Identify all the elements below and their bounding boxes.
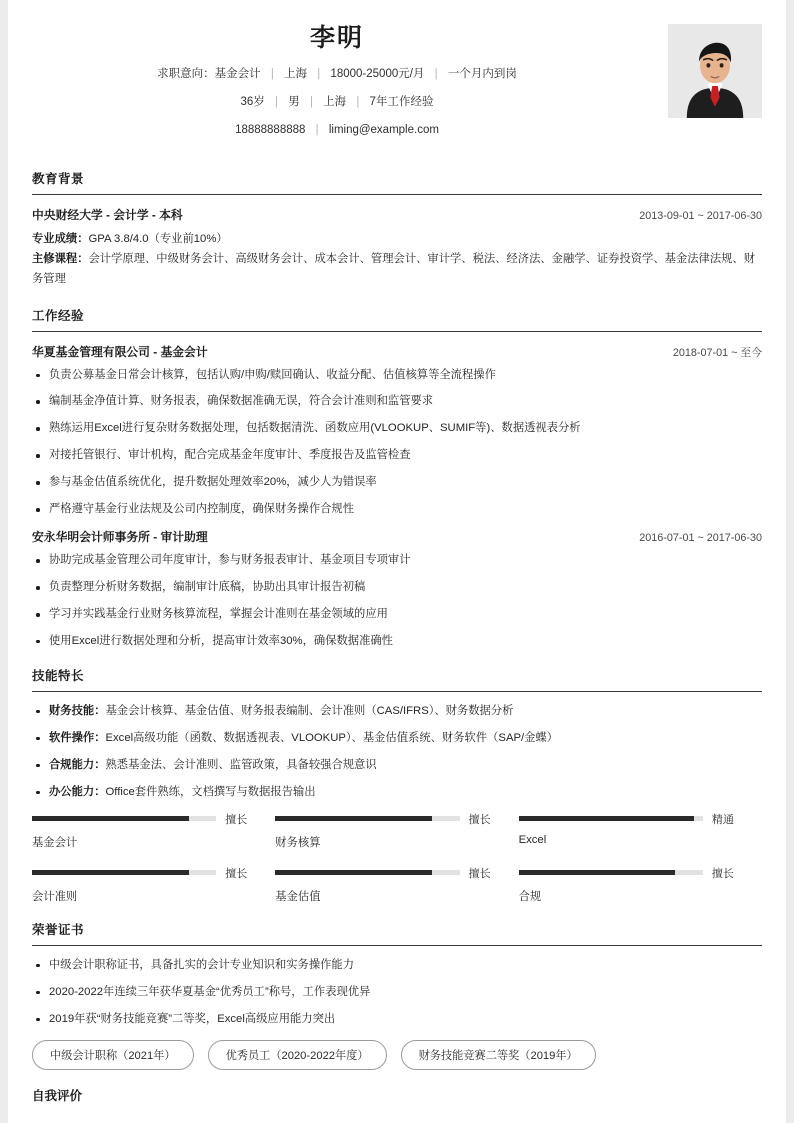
list-item bbox=[32, 757, 762, 774]
years-experience: 7年工作经验 bbox=[369, 95, 434, 108]
list-item: 使用Excel进行数据处理和分析，提高审计效率30%，确保数据准确性 bbox=[32, 633, 762, 650]
meta-separator: | bbox=[309, 95, 313, 108]
phone-number: 18888888888 bbox=[235, 124, 306, 136]
meta-separator: | bbox=[356, 95, 360, 108]
job-city: 上海 bbox=[284, 67, 308, 80]
list-item: 参与基金估值系统优化，提升数据处理效率20%，减少人为错误率 bbox=[32, 474, 762, 491]
skill-bar-level: 擅长 bbox=[711, 867, 734, 880]
education-entry-head bbox=[32, 206, 762, 223]
skill-bars bbox=[32, 811, 762, 904]
skill-bar-fill bbox=[519, 816, 694, 821]
section-divider bbox=[32, 331, 762, 332]
skill-label: 合规能力： bbox=[49, 758, 106, 771]
skill-value: 熟悉基金法、会计准则、监管政策，具备较强合规意识 bbox=[105, 758, 377, 771]
section-honors bbox=[32, 920, 762, 1071]
meta-separator: | bbox=[434, 67, 438, 80]
education-gpa-row bbox=[32, 230, 762, 250]
work-entry bbox=[32, 343, 762, 519]
skill-bar-fill bbox=[519, 870, 676, 875]
skill-value: Excel高级功能（函数、数据透视表、VLOOKUP）、基金估值系统、财务软件（SAP/金蝶） bbox=[105, 731, 559, 744]
honor-tag: 中级会计职称（2021年） bbox=[32, 1040, 194, 1070]
meta-separator: | bbox=[270, 67, 274, 80]
skill-bar-name: Excel bbox=[518, 833, 547, 846]
skill-bar-level: 擅长 bbox=[468, 813, 491, 826]
skill-bar-track bbox=[519, 870, 703, 875]
honor-tag: 财务技能竞赛二等奖（2019年） bbox=[401, 1040, 596, 1070]
education-gpa-label: 专业成绩： bbox=[32, 233, 89, 246]
honor-tag: 优秀员工（2020-2022年度） bbox=[208, 1040, 387, 1070]
skill-bar-name: 合规 bbox=[518, 890, 542, 903]
education-school: 中央财经大学 - 会计学 - 本科 bbox=[32, 208, 183, 223]
skill-bar-fill bbox=[32, 816, 189, 821]
skill-bar-track bbox=[519, 816, 703, 821]
skill-label: 财务技能： bbox=[49, 704, 106, 717]
skill-bar-level: 擅长 bbox=[225, 813, 248, 826]
skill-bar-level: 擅长 bbox=[468, 867, 491, 880]
skill-bar-level: 精通 bbox=[711, 813, 734, 826]
education-courses-label: 主修课程： bbox=[32, 253, 89, 266]
skill-bar-line bbox=[519, 811, 734, 827]
meta-separator: | bbox=[317, 67, 321, 80]
skill-label: 软件操作： bbox=[49, 731, 106, 744]
age: 36岁 bbox=[240, 95, 265, 108]
meta-separator: | bbox=[315, 124, 319, 136]
skill-value: 基金会计核算、基金估值、财务报表编制、会计准则（CAS/IFRS）、财务数据分析 bbox=[105, 704, 514, 717]
section-skills bbox=[32, 666, 762, 904]
skill-bar-line bbox=[275, 811, 490, 827]
work-bullet-list bbox=[32, 552, 762, 650]
education-courses-value: 会计学原理、中级财务会计、高级财务会计、成本会计、管理会计、审计学、税法、经济法、金融学、证券投资学、基金法律法规、财务管理 bbox=[32, 253, 756, 285]
skill-bar-track bbox=[32, 870, 216, 875]
section-work-experience bbox=[32, 306, 762, 650]
email-address: liming@example.com bbox=[328, 124, 439, 136]
skill-bar-name: 会计准则 bbox=[32, 890, 78, 903]
section-title-education: 教育背景 bbox=[32, 172, 85, 187]
section-title-skills: 技能特长 bbox=[32, 668, 85, 683]
skill-bar-item bbox=[519, 811, 762, 850]
education-courses-row bbox=[32, 250, 762, 290]
avatar-illustration-icon bbox=[668, 24, 762, 118]
work-entry-head bbox=[32, 343, 762, 360]
skill-bar-item bbox=[275, 811, 518, 850]
list-item: 负责公募基金日常会计核算，包括认购/申购/赎回确认、收益分配、估值核算等全流程操作 bbox=[32, 367, 762, 384]
skill-bar-fill bbox=[32, 870, 189, 875]
page-title: 李明 bbox=[309, 24, 364, 52]
header-meta-line-1 bbox=[32, 66, 762, 83]
list-item: 协助完成基金管理公司年度审计，参与财务报表审计、基金项目专项审计 bbox=[32, 552, 762, 569]
list-item: 编制基金净值计算、财务报表，确保数据准确无误，符合会计准则和监管要求 bbox=[32, 393, 762, 410]
education-date: 2013-09-01 ~ 2017-06-30 bbox=[639, 210, 762, 223]
honor-tag-list bbox=[32, 1040, 762, 1070]
skills-bullet-list bbox=[32, 703, 762, 801]
skill-bar-line bbox=[32, 865, 247, 881]
skill-bar-track bbox=[275, 870, 459, 875]
meta-separator: | bbox=[275, 95, 279, 108]
skill-bar-track bbox=[275, 816, 459, 821]
list-item: 学习并实践基金行业财务核算流程，掌握会计准则在基金领域的应用 bbox=[32, 606, 762, 623]
list-item: 2019年获“财务技能竞赛”二等奖，Excel高级应用能力突出 bbox=[32, 1011, 762, 1028]
work-date: 2018-07-01 ~ 至今 bbox=[672, 346, 762, 359]
work-company-role: 华夏基金管理有限公司 - 基金会计 bbox=[32, 344, 208, 359]
section-title-honors: 荣誉证书 bbox=[32, 922, 85, 937]
skill-bar-fill bbox=[275, 816, 432, 821]
list-item bbox=[32, 703, 762, 720]
availability: 一个月内到岗 bbox=[447, 67, 517, 80]
skill-bar-track bbox=[32, 816, 216, 821]
skill-bar-item bbox=[32, 865, 275, 904]
section-divider bbox=[32, 691, 762, 692]
skill-bar-item bbox=[519, 865, 762, 904]
avatar bbox=[668, 24, 762, 118]
list-item bbox=[32, 730, 762, 747]
section-title-work: 工作经验 bbox=[32, 308, 85, 323]
header-meta-line-3 bbox=[32, 122, 762, 139]
skill-bars-row bbox=[32, 811, 762, 850]
skill-bars-row bbox=[32, 865, 762, 904]
skill-bar-line bbox=[519, 865, 734, 881]
skill-bar-level: 擅长 bbox=[225, 867, 248, 880]
work-entry bbox=[32, 528, 762, 650]
list-item: 严格遵守基金行业法规及公司内控制度，确保财务操作合规性 bbox=[32, 501, 762, 518]
education-entry bbox=[32, 206, 762, 289]
skill-value: Office套件熟练，文档撰写与数据报告输出 bbox=[105, 785, 316, 798]
resume-header bbox=[32, 0, 762, 153]
skill-bar-name: 基金会计 bbox=[32, 836, 78, 849]
gender: 男 bbox=[288, 95, 300, 108]
header-meta-line-2 bbox=[32, 94, 762, 111]
current-city: 上海 bbox=[323, 95, 347, 108]
list-item: 2020-2022年连续三年获华夏基金“优秀员工”称号，工作表现优异 bbox=[32, 984, 762, 1001]
section-divider bbox=[32, 194, 762, 195]
work-date: 2016-07-01 ~ 2017-06-30 bbox=[639, 532, 762, 545]
list-item: 对接托管银行、审计机构，配合完成基金年度审计、季度报告及监管检查 bbox=[32, 447, 762, 464]
skill-bar-line bbox=[275, 865, 490, 881]
section-education bbox=[32, 169, 762, 289]
section-divider bbox=[32, 945, 762, 946]
skill-bar-item bbox=[275, 865, 518, 904]
list-item: 负责整理分析财务数据，编制审计底稿，协助出具审计报告初稿 bbox=[32, 579, 762, 596]
section-title-self-evaluation: 自我评价 bbox=[32, 1089, 83, 1104]
list-item: 中级会计职称证书，具备扎实的会计专业知识和实务操作能力 bbox=[32, 957, 762, 974]
education-gpa-value: GPA 3.8/4.0（专业前10%） bbox=[88, 233, 228, 246]
honors-bullet-list bbox=[32, 957, 762, 1028]
skill-bar-name: 基金估值 bbox=[275, 890, 321, 903]
skill-bar-line bbox=[32, 811, 247, 827]
expected-salary: 18000-25000元/月 bbox=[330, 67, 425, 80]
work-entry-head bbox=[32, 528, 762, 545]
skill-bar-name: 财务核算 bbox=[275, 836, 321, 849]
list-item: 熟练运用Excel进行复杂财务数据处理，包括数据清洗、函数应用(VLOOKUP、SUMIF等)、数据透视表分析 bbox=[32, 420, 762, 437]
job-intent: 求职意向：基金会计 bbox=[157, 67, 261, 80]
list-item bbox=[32, 784, 762, 801]
skill-bar-fill bbox=[275, 870, 432, 875]
skill-bar-item bbox=[32, 811, 275, 850]
skill-label: 办公能力： bbox=[49, 785, 106, 798]
work-bullet-list bbox=[32, 367, 762, 519]
work-company-role: 安永华明会计师事务所 - 审计助理 bbox=[32, 530, 208, 545]
